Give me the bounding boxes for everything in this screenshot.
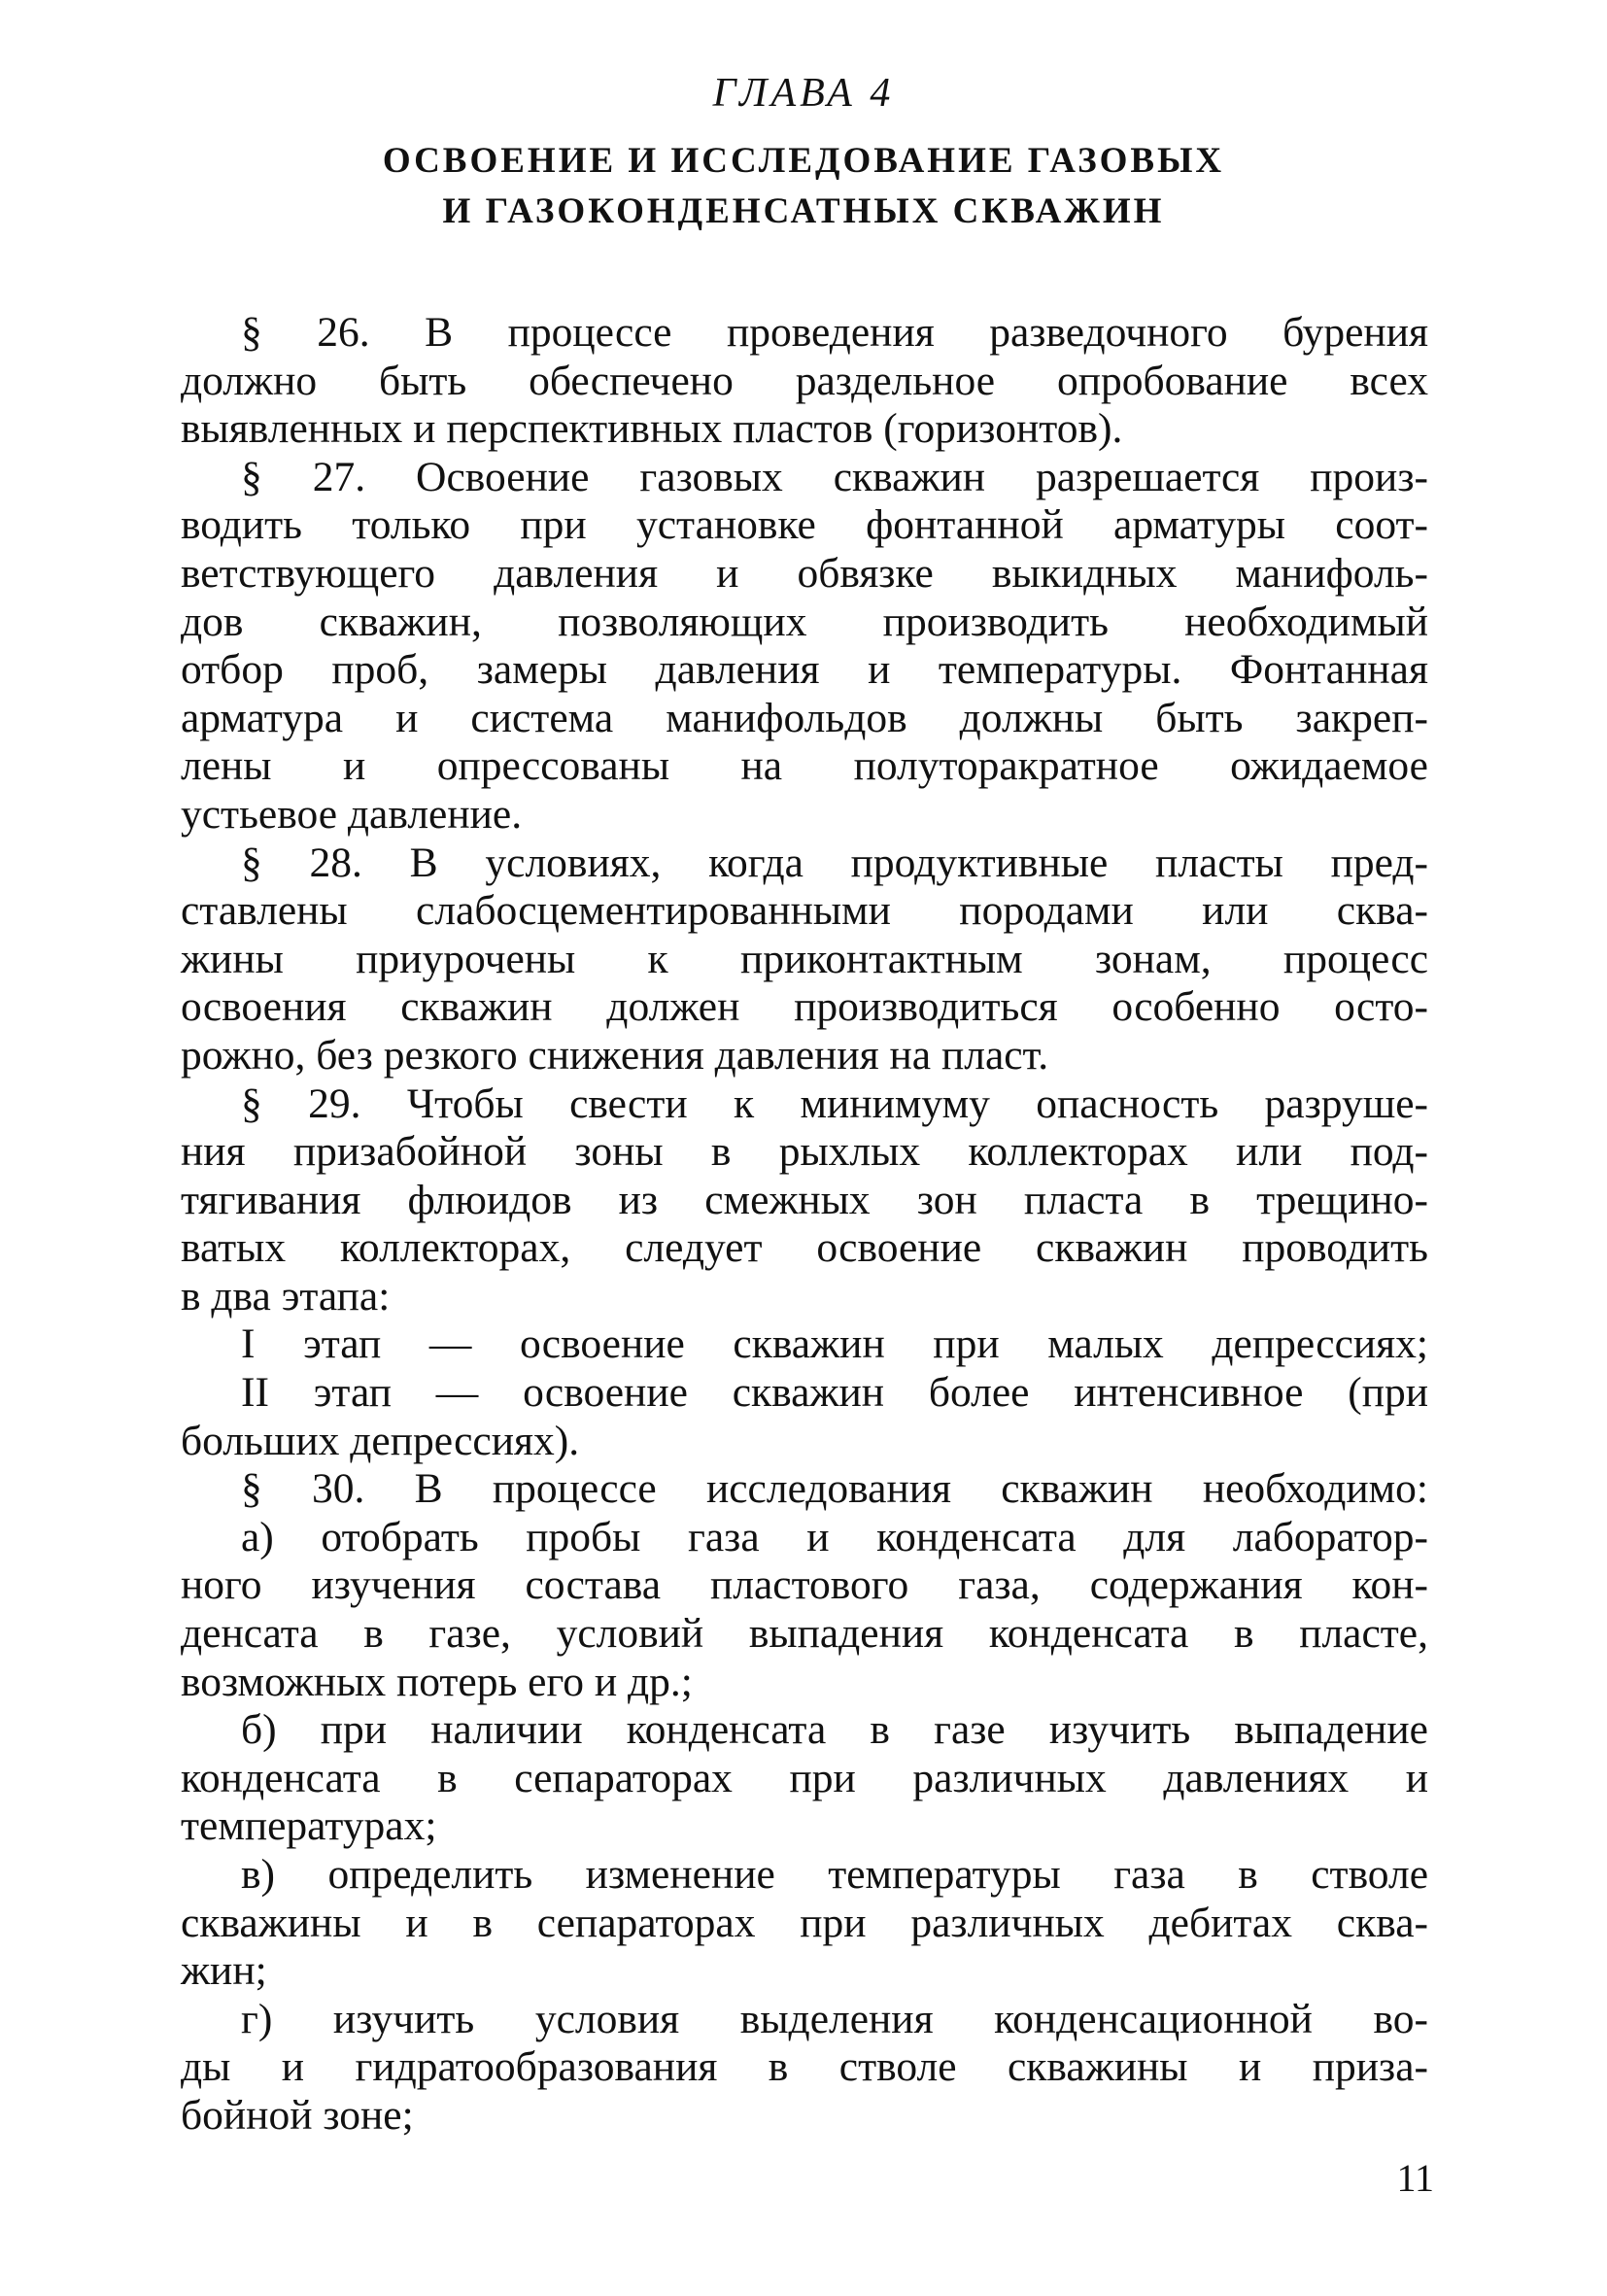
text-line: лены и опрессованы на полуторакратное ожидаемое [181,742,1428,790]
text-line: § 30. В процессе исследования скважин необходимо: [241,1465,1428,1513]
text-line: тягивания флюидов из смежных зон пласта в трещино- [181,1176,1428,1223]
text-line: денсата в газе, условий выпадения конденсата в пласте, [181,1610,1428,1658]
text-line: бойной зоне; [181,2091,414,2139]
text-line: жин; [181,1947,267,1995]
text-line: рожно, без резкого снижения давления на пласт. [181,1031,1049,1079]
text-line: возможных потерь его и др.; [181,1658,693,1705]
text-line: дов скважин, позволяющих производить необходимый [181,598,1428,645]
text-line: скважины и в сепараторах при различных дебитах сква- [181,1899,1428,1946]
heading-line: И ГАЗОКОНДЕНСАТНЫХ СКВАЖИН [442,191,1165,231]
text-line: § 27. Освоение газовых скважин разрешается произ- [241,453,1428,500]
text-line: ния призабойной зоны в рыхлых коллекторах или под- [181,1128,1428,1176]
text-line: жины приурочены к приконтактным зонам, процесс [181,935,1428,982]
text-line: освоения скважин должен производиться особенно осто- [181,983,1428,1031]
text-line: § 28. В условиях, когда продуктивные пласты пред- [241,839,1428,886]
text-line: ветствующего давления и обвязке выкидных манифоль- [181,549,1428,597]
text-line: водить только при установке фонтанной арматуры соот- [181,501,1428,549]
text-line: ного изучения состава пластового газа, содержания кон- [181,1561,1428,1609]
text-line: § 26. В процессе проведения разведочного бурения [241,309,1428,356]
text-line: температурах; [181,1802,437,1850]
page-number: 11 [1396,2156,1434,2200]
chapter-heading [0,136,1607,237]
chapter-label: ГЛАВА 4 [712,71,895,116]
heading-line: ОСВОЕНИЕ И ИССЛЕДОВАНИЕ ГАЗОВЫХ [382,141,1225,181]
text-line: ды и гидратообразования в стволе скважины и приза- [181,2043,1428,2091]
text-line: в два этапа: [181,1272,391,1319]
text-line: должно быть обеспечено раздельное опробование всех [181,357,1428,404]
text-line: II этап — освоение скважин более интенсивное (при [241,1369,1428,1417]
text-line: больших депрессиях). [181,1417,580,1464]
text-line: отбор проб, замеры давления и температуры. Фонтанная [181,646,1428,694]
text-line: конденсата в сепараторах при различных давлениях и [181,1754,1428,1801]
text-line: ставлены слабосцементированными породами или сква- [181,887,1428,935]
text-line: § 29. Чтобы свести к минимуму опасность разруше- [241,1079,1428,1127]
text-line: а) отобрать пробы газа и конденсата для лаборатор- [241,1513,1428,1560]
text-line: г) изучить условия выделения конденсационной во- [241,1995,1428,2042]
text-line: арматура и система манифольдов должны быть закреп- [181,694,1428,741]
body-text [181,309,1428,2141]
text-line: I этап — освоение скважин при малых депрессиях; [241,1320,1428,1368]
text-line: в) определить изменение температуры газа в стволе [241,1851,1428,1898]
text-line: устьевое давление. [181,790,523,838]
text-line: ватых коллекторах, следует освоение скважин проводить [181,1224,1428,1272]
text-line: б) при наличии конденсата в газе изучить выпадение [241,1706,1428,1754]
text-line: выявленных и перспективных пластов (горизонтов). [181,405,1123,453]
